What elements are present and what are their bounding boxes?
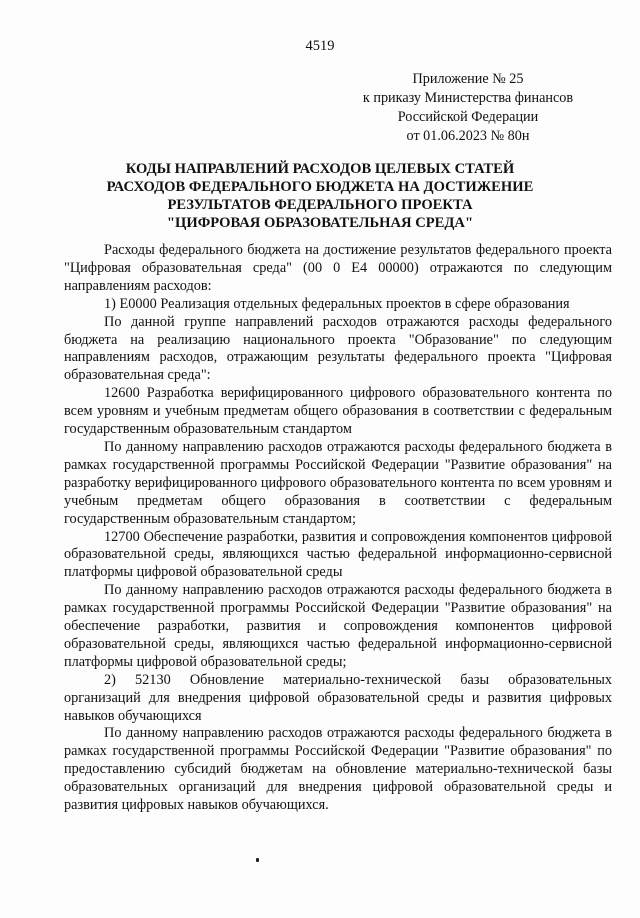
appendix-header	[328, 70, 608, 146]
title-line: РАСХОДОВ ФЕДЕРАЛЬНОГО БЮДЖЕТА НА ДОСТИЖЕНИЕ	[106, 179, 534, 195]
scan-speck	[256, 858, 259, 862]
paragraph: По данному направлению расходов отражаются расходы федерального бюджета в рамках государственной программы Российской Федерации "Развитие образования" на разработку верифицированного цифрового образовательного контента по всем уровням и учебным предметам общего образования в соответствии с федеральным государственным образовательным стандартом;	[64, 438, 612, 527]
title-line: РЕЗУЛЬТАТОВ ФЕДЕРАЛЬНОГО ПРОЕКТА	[167, 197, 473, 213]
page-number: 4519	[305, 38, 335, 54]
paragraph-code-12600: 12600 Разработка верифицированного цифрового образовательного контента по всем уровням и учебным предметам общего образования в соответствии с федеральным государственным образовательным стандартом	[64, 385, 612, 438]
paragraph-intro: Расходы федерального бюджета на достижение результатов федерального проекта "Цифровая образовательная среда" (00 0 Е4 00000) отражаются по следующим направлениям расходов:	[64, 242, 612, 294]
document-title	[40, 160, 600, 232]
paragraph: По данному направлению расходов отражаются расходы федерального бюджета в рамках государственной программы Российской Федерации "Развитие образования" по предоставлению субсидий бюджетам на обновление материально-технической базы образовательных организаций для внедрения цифровой образовательной среды и развития цифровых навыков обучающихся.	[64, 725, 612, 814]
title-line: "ЦИФРОВАЯ ОБРАЗОВАТЕЛЬНАЯ СРЕДА"	[166, 215, 474, 231]
title-line: КОДЫ НАПРАВЛЕНИЙ РАСХОДОВ ЦЕЛЕВЫХ СТАТЕЙ	[125, 161, 515, 177]
paragraph-section-2: 2) 52130 Обновление материально-технической базы образовательных организаций для внедрения цифровой образовательной среды и развития цифровых навыков обучающихся	[64, 671, 612, 724]
document-body	[64, 242, 612, 815]
paragraph-section-1: 1) Е0000 Реализация отдельных федеральных проектов в сфере образования	[104, 295, 570, 312]
appendix-line: к приказу Министерства финансов	[362, 90, 574, 106]
appendix-line: Приложение № 25	[412, 71, 524, 87]
paragraph-code-12700: 12700 Обеспечение разработки, развития и сопровождения компонентов цифровой образовательной среды, являющихся частью федеральной информационно-сервисной платформы цифровой образовательной среды	[64, 528, 612, 581]
paragraph: По данному направлению расходов отражаются расходы федерального бюджета в рамках государственной программы Российской Федерации "Развитие образования" на обеспечение разработки, развития и сопровождения компонентов цифровой образовательной среды, являющихся частью федеральной информационно-сервисной платформы цифровой образовательной среды;	[64, 582, 612, 670]
appendix-line: Российской Федерации	[397, 109, 539, 125]
appendix-line: от 01.06.2023 № 80н	[406, 128, 530, 144]
paragraph: По данной группе направлений расходов отражаются расходы федерального бюджета на реализацию национального проекта "Образование" по следующим направлениям расходов, отражающим результаты федерального проекта "Цифровая образовательная среда":	[64, 313, 612, 384]
